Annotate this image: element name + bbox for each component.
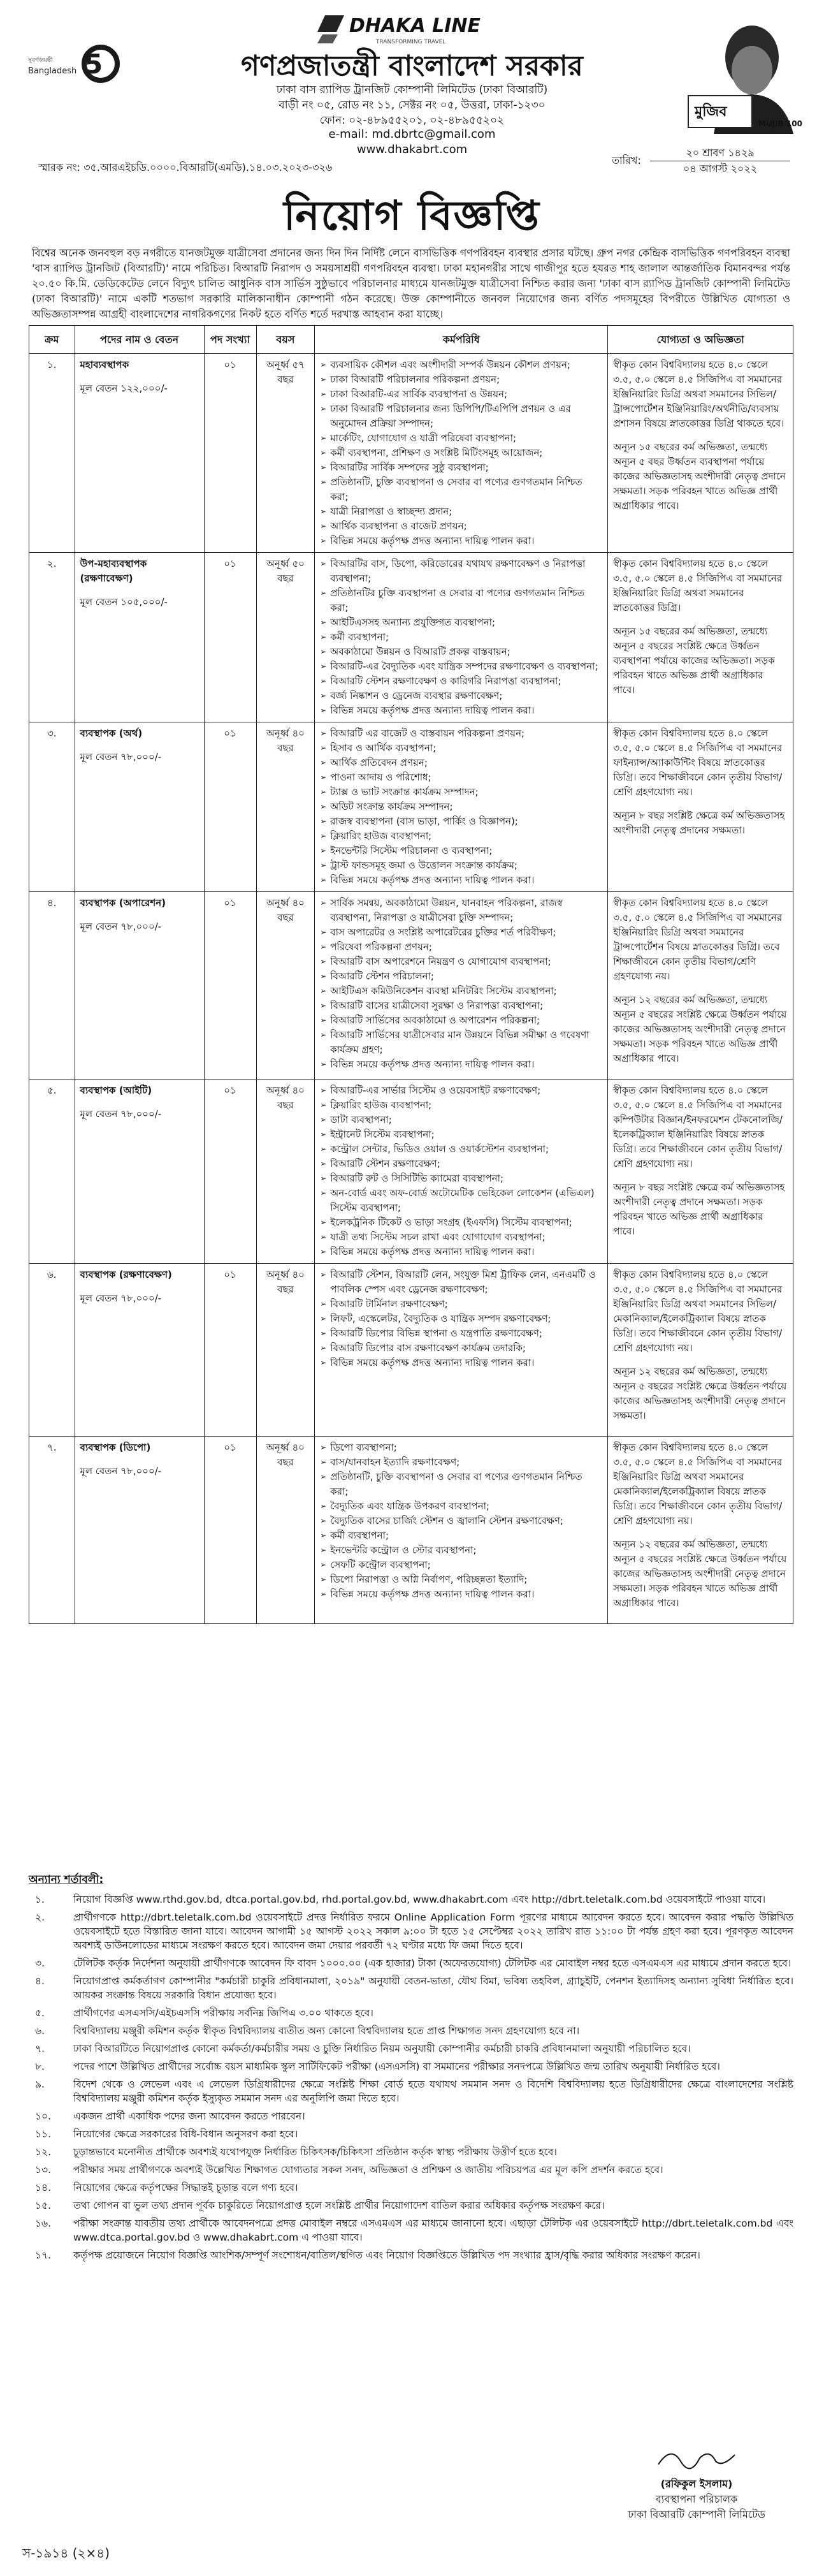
qualification-paragraph: অন্যূন ৮ বছর সংশ্লিষ্ট ক্ষেত্রে কর্ম অভিজ্ঞতাসহ অংশীদারী নেতৃত্ব প্রদানের সক্ষমতা। [613, 810, 785, 836]
duty-item: ➢ বিভিন্ন সময়ে কর্তৃপক্ষ প্রদত্ত অন্যান্য দায়িত্ব পালন করা। [320, 534, 602, 548]
table-body [29, 354, 793, 1624]
post-name: ব্যবস্থাপক (ডিপো) [80, 1442, 151, 1453]
cell-duties [315, 1437, 608, 1624]
dhaka-line-text: DHAKA LINE [349, 15, 481, 37]
duty-item: ➢ ক্লিয়ারিং হাউজ ব্যবস্থাপনা; [320, 829, 602, 844]
condition-text: নিয়োগের ক্ষেত্রে সরকারের বিধি-বিধান অনুসরণ করা হবে। [73, 2128, 298, 2140]
website: www.dhakabrt.com [356, 143, 468, 156]
cell-post-salary [75, 892, 204, 1079]
duty-list [320, 358, 602, 548]
cell-serial: ৬. [29, 1264, 75, 1437]
condition-text: প্রার্থীগণকে http://dbrt.teletalk.com.bd ওয়েবসাইটে প্রদত্ত নির্ধারিত ফরমে Online Application Form পূরণের মাধ্যমে আবেদন করতে হবে। আবেদন করার পদ্ধতি উল্লিখিত ওয়েবসাইটে হতে বিস্তারিত জানা যাবে। আবেদন আগামী ১৫ আগস্ট ২০২২ সকাল ৯:০০ টা হতে ১৫ সেপ্টেম্বর ২০২২ তারিখ রাত ১১:০০ টা পর্যন্ত গ্রহণ করা হবে। পূরণকৃত আবেদন অবশ্যই ডাউনলোডের মাধ্যমে সংরক্ষণ করতে হবে। আবেদন জমা দেয়ার পরবর্তী ৭২ ঘণ্টার মধ্যে ফি জমা দিতে হবে। [73, 1912, 793, 1951]
condition-text: ঢাকা বিআরটিতে নিয়োগপ্রাপ্ত কোনো কর্মকর্তা/কর্মচারীর সময় ও চুক্তি নির্ধারিত নিয়ম অনুযায়ী কোম্পানীর কর্মচারী চাকরি প্রবিধানমালা অনুযায়ী পরিচালিত হবে। [73, 2043, 691, 2054]
post-salary: মূল বেতন ১০৫,০০০/- [80, 596, 168, 608]
memo-number: স্মারক নং: ৩৫.আরএইচডি.০০০০.বিআরটি(এমডি).১৪.০৩.২০২৩-৩২৬ [38, 161, 333, 173]
condition-item [29, 1892, 793, 1906]
cell-qualification [608, 722, 793, 892]
post-name: ব্যবস্থাপক (অর্থ) [80, 728, 143, 739]
duty-item: ➢ কন্ট্রোল সেন্টার, ভিডিও ওয়াল ও ওয়ার্কস্টেশন ব্যবস্থাপনা; [320, 1142, 602, 1157]
condition-item [29, 2163, 793, 2177]
cell-post-count: ০১ [204, 722, 256, 892]
condition-item [29, 2127, 793, 2141]
cell-post-count: ০১ [204, 1437, 256, 1624]
duty-item: ➢ ইন্ট্রানেট সিস্টেম ব্যবস্থাপনা; [320, 1127, 602, 1142]
cell-post-salary [75, 1437, 204, 1624]
cell-post-count: ০১ [204, 354, 256, 553]
cell-post-salary [75, 1079, 204, 1264]
cell-post-salary [75, 553, 204, 722]
cell-age: অনূর্ধ্ব ৫০ বছর [256, 553, 315, 722]
duty-item: ➢ হিসাব ও আর্থিক ব্যবস্থাপনা; [320, 741, 602, 756]
duty-item: ➢ ঢাকা বিআরটি পরিচালনার পরিকল্পনা প্রণয়ন; [320, 372, 602, 387]
date-box [612, 145, 790, 177]
duty-item: ➢ আইটিএস কমিউনিকেশন ব্যবস্থা মনিটরিং সিস্টেম ব্যবস্থাপনা; [320, 984, 602, 999]
condition-number: ৭. [35, 2043, 45, 2054]
signature-block [607, 2442, 786, 2522]
post-salary: মূল বেতন ৭৮,০০০/- [80, 921, 162, 932]
cell-qualification [608, 354, 793, 553]
svg-text:সুবর্ণজয়ন্তী: সুবর্ণজয়ন্তী [28, 57, 53, 64]
condition-item [29, 2248, 793, 2262]
condition-number: ১৬. [35, 2218, 52, 2229]
condition-number: ১১. [35, 2128, 52, 2140]
duty-item: ➢ বিআরটি বাস অপারেশনে নিয়ন্ত্রণ ও যোগাযোগ ব্যবস্থাপনা; [320, 955, 602, 969]
duty-list [320, 726, 602, 888]
duty-item: ➢ পাওনা আদায় ও পরিশোধ; [320, 770, 602, 785]
condition-text: টেলিটক কর্তৃক নির্দেশনা অনুযায়ী প্রার্থীগণকে আবেদন ফি বাবদ ১০০০.০০ (এক হাজার) টাকা (অফেরতযোগ্য) টেলিটক এর মোবাইল নম্বর হতে এসএমএস এর মাধ্যমে প্রদান করতে হবে। [73, 1958, 791, 1969]
th-serial: ক্রম [29, 326, 75, 354]
email: e-mail: md.dbrtc@gmail.com [328, 128, 496, 141]
duty-item: ➢ বিআরটি সার্ভিসের অবকাঠামো ও অপারেশন পরিকল্পনা; [320, 1013, 602, 1028]
qualification-paragraph: অন্যূন ১২ বছরের কর্ম অভিজ্ঞতা, তন্মধ্যে অন্যূন ৫ বছরের সংশ্লিষ্ট ক্ষেত্রে উর্ধ্বতন পর্যায়ে কাজের অভিজ্ঞতাসহ অংশীদারী নেতৃত্ব প্রদানে সক্ষমতা। সড়ক পরিবহন খাতে অভিজ্ঞ প্রার্থী অগ্রাধিকার পাবে। [613, 1539, 787, 1609]
qualification-paragraph: স্বীকৃত কোন বিশ্ববিদ্যালয় হতে ৪.০ স্কেলে ৩.৫, ৫.০ স্কেলে ৪.৫ সিজিপিএ বা সমমানের ইঞ্জিনিয়ারিং ডিগ্রি অথবা সমমানের ট্রান্সপোর্টেশন বিষয়ে স্নাতকোত্তর ডিগ্রি। তবে শিক্ষাজীবনে কোন তৃতীয় বিভাগ/শ্রেণি গ্রহণযোগ্য নয়। [613, 897, 783, 982]
condition-text: কর্তৃপক্ষ প্রয়োজনে নিয়োগ বিজ্ঞপ্তি আংশিক/সম্পূর্ণ সংশোধন/বাতিল/স্থগিত এবং নিয়োগ বিজ্ঞপ্তিতে উল্লিখিত পদ সংখ্যার হ্রাস/বৃদ্ধি করার অধিকার সংরক্ষণ করেন। [73, 2250, 700, 2261]
duty-item: ➢ বিআরটি স্টেশন পরিচালনা; [320, 969, 602, 984]
qualification-paragraph: স্বীকৃত কোন বিশ্ববিদ্যালয় হতে ৪.০ স্কেলে ৩.৫, ৫.০ স্কেলে ৪.৫ সিজিপিএ বা সমমানের ইঞ্জিনিয়ারিং ডিগ্রি অথবা সমমানের মেকানিক্যাল/ইলেকট্রিক্যাল বিষয়ে স্নাতক ডিগ্রি। তবে শিক্ষাজীবনে কোন তৃতীয় বিভাগ/শ্রেণি গ্রহণযোগ্য নয়। [613, 1442, 783, 1526]
table-row [29, 553, 793, 722]
duty-item: ➢ বাস/যানবাহন ইত্যাদি রক্ষণাবেক্ষণ; [320, 1455, 602, 1470]
cell-qualification [608, 553, 793, 722]
condition-text: প্রার্থীগণের এসএসসি/এইচএসসি পরীক্ষায় সর্বনিম্ন জিপিএ ৩.০০ থাকতে হবে। [73, 2007, 373, 2019]
cell-qualification [608, 892, 793, 1079]
condition-number: ৫. [35, 2007, 45, 2019]
condition-text: একজন প্রার্থী একাধিক পদের জন্য আবেদন করতে পারবেন। [73, 2111, 305, 2122]
condition-number: ১৪. [35, 2182, 52, 2193]
condition-item [29, 2181, 793, 2195]
th-qualification: যোগ্যতা ও অভিজ্ঞতা [608, 326, 793, 354]
condition-item [29, 2109, 793, 2123]
condition-number: ২. [35, 1912, 45, 1923]
duty-item: ➢ বিভিন্ন সময়ে কর্তৃপক্ষ প্রদত্ত অন্যান্য দায়িত্ব পালন করা। [320, 873, 602, 888]
duty-item: ➢ বিআরটি ডিপোর বিভিন্ন স্থাপনা ও যন্ত্রপাতি রক্ষণাবেক্ষণ; [320, 1326, 602, 1341]
condition-text: নিয়োগের ক্ষেত্রে কর্তৃপক্ষের সিদ্ধান্তই চূড়ান্ত বলে গণ্য হবে। [73, 2182, 298, 2193]
duty-item: ➢ বিআরটি এর বাজেট ও বাস্তবায়ন পরিকল্পনা প্রণয়ন; [320, 726, 602, 741]
signatory-org: ঢাকা বিআরটি কোম্পানী লিমিটেড [628, 2508, 765, 2521]
condition-text: পরীক্ষা সংক্রান্ত যাবতীয় তথ্য প্রার্থীকে আবেদনপত্রে প্রদত্ত মোবাইল নম্বরে এসএমএস এর মাধ্যমে জানানো হবে। এছাড়া টেলিটক এর ওয়েবসাইটে http://dbrt.teletalk.com.bd এবং www.dtca.portal.gov.bd ও www.dhakabrt.com এ পাওয়া যাবে। [73, 2218, 793, 2243]
th-duties: কর্মপরিধি [315, 326, 608, 354]
duty-item: ➢ বাস অপারেটর ও সংশ্লিষ্ট অপারেটরের চুক্তির শর্ত পরিবীক্ষণ; [320, 925, 602, 940]
condition-number: ১. [35, 1894, 45, 1905]
cell-post-count: ০১ [204, 553, 256, 722]
th-post-count: পদ সংখ্যা [204, 326, 256, 354]
cell-post-salary [75, 1264, 204, 1437]
condition-number: ১২. [35, 2146, 52, 2158]
cell-age: অনূর্ধ্ব ৪০ বছর [256, 892, 315, 1079]
cell-duties [315, 553, 608, 722]
duty-item: ➢ বিভিন্ন সময়ে কর্তৃপক্ষ প্রদত্ত অন্যান্য দায়িত্ব পালন করা। [320, 1057, 602, 1072]
duty-item: ➢ ইনভেন্টরি সিস্টেম পরিচালনা ও ব্যবস্থাপনা; [320, 844, 602, 858]
duty-item: ➢ বৈদ্যুতিক বাসের চার্জিং স্টেশন ও জ্বালানি স্টেশন রক্ষণাবেক্ষণ; [320, 1514, 602, 1528]
qualification-paragraph: স্বীকৃত কোন বিশ্ববিদ্যালয় হতে ৪.০ স্কেলে ৩.৫, ৫.০ স্কেলে ৪.৫ সিজিপিএ বা সমমানের ইঞ্জিনিয়ারিং ডিগ্রি অথবা সমমানের সিভিল/মেকানিক্যাল/ইলেকট্রিক্যাল বিষয়ে স্নাতক ডিগ্রি। তবে শিক্ষাজীবনে কোন তৃতীয় বিভাগ/শ্রেণি গ্রহণযোগ্য নয়। [613, 1269, 783, 1354]
duty-item: ➢ কর্মী ব্যবস্থাপনা; [320, 1528, 602, 1543]
qualification-paragraph: স্বীকৃত কোন বিশ্ববিদ্যালয় হতে ৪.০ স্কেলে ৩.৫, ৫.০ স্কেলে ৪.৫ সিজিপিএ বা সমমানের ইঞ্জিনিয়ারিং ডিগ্রি অথবা সমমানের সিভিল/ট্রান্সপোর্টেশন ইঞ্জিনিয়ারিং/অর্থনীতি/ব্যবসায় প্রশাসন বিষয়ে স্নাতকোত্তর ডিগ্রি থাকতে হবে। [613, 359, 784, 429]
condition-number: ১৩. [35, 2164, 52, 2176]
duty-item: ➢ ডিপো ব্যবস্থাপনা; [320, 1440, 602, 1455]
notice-title: নিয়োগ বিজ্ঞপ্তি [284, 192, 540, 240]
duty-list [320, 1440, 602, 1602]
condition-number: ৬. [35, 2025, 45, 2037]
qualification-paragraph: অন্যূন ১৫ বছরের কর্ম অভিজ্ঞতা, তন্মধ্যে অন্যূন ৫ বছরের সংশ্লিষ্ট ক্ষেত্রে উর্ধ্বতন ব্যবস্থাপনা পর্যায়ে কাজের অভিজ্ঞতা। সড়ক পরিবহন খাতে অভিজ্ঞ প্রার্থী অগ্রাধিকার পাবে। [613, 626, 775, 696]
cell-duties [315, 892, 608, 1079]
duty-item: ➢ কর্মী ব্যবস্থাপনা, প্রশিক্ষণ ও সংশ্লিষ্ট মিটিংসমূহ আয়োজন; [320, 446, 602, 460]
condition-item [29, 2077, 793, 2105]
qualification-paragraph: স্বীকৃত কোন বিশ্ববিদ্যালয় হতে ৪.০ স্কেলে ৩.৫, ৫.০ স্কেলে ৪.৫ সিজিপিএ বা সমমানের কম্পিউটার বিজ্ঞান/ইনফরমেশন টেকনোলজি/ইলেকট্রিক্যাল ইঞ্জিনিয়ারিং বিষয়ে স্নাতক ডিগ্রি। তবে শিক্ষাজীবনে কোন তৃতীয় বিভাগ/শ্রেণি গ্রহণযোগ্য নয়। [613, 1085, 783, 1169]
duty-item: ➢ মার্কেটিং, যোগাযোগ ও যাত্রী পরিষেবা ব্যবস্থাপনা; [320, 431, 602, 446]
table-header-row [29, 326, 793, 354]
duty-item: ➢ লিফট, এস্কেলেটর, বৈদ্যুতিক ও যান্ত্রিক সম্পদ রক্ষণাবেক্ষণ; [320, 1312, 602, 1326]
duty-item: ➢ ইনভেন্টরি কন্ট্রোল ও স্টোর ব্যবস্থাপনা; [320, 1543, 602, 1558]
th-age: বয়স [256, 326, 315, 354]
cell-age: অনূর্ধ্ব ৪০ বছর [256, 1079, 315, 1264]
table-row [29, 1437, 793, 1624]
table-row [29, 722, 793, 892]
duty-item: ➢ ইলেকট্রনিক টিকেট ও ভাড়া সংগ্রহ (ইএফসি) সিস্টেম ব্যবস্থাপনা; [320, 1215, 602, 1230]
condition-text: বিদেশ থেকে ও লেভেল এবং এ লেভেল ডিগ্রিধারীদের ক্ষেত্রে সংশ্লিষ্ট শিক্ষা বোর্ড হতে যথাযথ সমমান সনদ ও বিদেশি বিশ্ববিদ্যালয় হতে ডিগ্রিধারীদের ক্ষেত্রে বাংলাদেশের সংশ্লিষ্ট বিশ্ববিদ্যালয় মঞ্জুরী কমিশন কর্তৃক ইস্যুকৃত সমমান সনদ এর অনুলিপি জমা দিতে হবে। [73, 2079, 793, 2104]
duty-item: ➢ প্রতিষ্ঠানটি, চুক্তি ব্যবস্থাপনা ও সেবার বা পণ্যের গুণগতমান নিশ্চিত করা; [320, 1470, 602, 1499]
cell-serial: ৩. [29, 722, 75, 892]
duty-item: ➢ রাজস্ব ব্যবস্থাপনা (বাস ভাড়া, পার্কিং ও বিজ্ঞাপন); [320, 814, 602, 829]
duty-item: ➢ বিআরটি স্টেশন রক্ষণাবেক্ষণ ও কারিগরি নিরাপত্তা ব্যবস্থাপনা; [320, 674, 602, 689]
th-post-salary: পদের নাম ও বেতন [75, 326, 204, 354]
duty-item: ➢ বিআরটি বাসের যাত্রীসেবা সুরক্ষা ও নিরাপত্তা ব্যবস্থাপনা; [320, 999, 602, 1013]
duty-item: ➢ ডিপো নিরাপত্তা ও অগ্নি নির্বাপণ, পরিচ্ছন্নতা ইত্যাদি; [320, 1572, 602, 1587]
duty-item: ➢ আর্থিক প্রতিবেদন প্রণয়ন; [320, 756, 602, 770]
condition-text: বিশ্ববিদ্যালয় মঞ্জুরী কমিশন কর্তৃক স্বীকৃত বিশ্ববিদ্যালয় ব্যতীত অন্য কোনো বিশ্ববিদ্যালয় হতে প্রাপ্ত শিক্ষাগত সনদ গ্রহণযোগ্য হবে না। [73, 2025, 580, 2037]
condition-text: নিয়োগপ্রাপ্ত কর্মকর্তাগণ কোম্পানীর "কর্মচারী চাকুরি প্রবিধানমালা, ২০১৯" অনুযায়ী বেতন-ভাতা, যৌথ বিমা, ভবিষ্য তহবিল, গ্র্যাচুইটি, পেনশন ইত্যাদিসহ অন্যান্য সুবিধা নির্ধারিত হবে। আয়কর সংক্রান্ত বিষয়ে সরকারি বিধান প্রযোজ্য হবে। [73, 1975, 793, 2001]
address: বাড়ী নং ০৫, রোড নং ১১, সেক্টর নং ০৫, উত্তরা, ঢাকা-১২৩০ [278, 99, 546, 112]
duty-item: ➢ অন-বোর্ড এবং অফ-বোর্ড অটোমেটিক ভেহিকেল লোকেশন (এভিএল) সিস্টেম ব্যবস্থাপনা; [320, 1186, 602, 1215]
condition-text: পদের পাশে উল্লিখিত প্রার্থীদের সর্বোচ্চ বয়স মাধ্যমিক স্কুল সার্টিফিকেট পরীক্ষা (এসএসসি) বা সমমানের পরীক্ষার সনদপত্রে উল্লিখিত জন্ম তারিখ অনুযায়ী নির্ধারিত হবে। [73, 2061, 720, 2072]
duty-item: ➢ কর্মী ব্যবস্থাপনা; [320, 630, 602, 645]
cell-post-count: ০১ [204, 1264, 256, 1437]
cell-age: অনূর্ধ্ব ৫৭ বছর [256, 354, 315, 553]
duty-item: ➢ বিভিন্ন সময়ে কর্তৃপক্ষ প্রদত্ত অন্যান্য দায়িত্ব পালন করা। [320, 1245, 602, 1259]
condition-item [29, 2006, 793, 2020]
condition-item [29, 2216, 793, 2244]
duty-item: ➢ বিআরটি ডিপোর বাস রক্ষণাবেক্ষণ কার্যক্রম তদারকি; [320, 1341, 602, 1356]
cell-qualification [608, 1079, 793, 1264]
duty-item: ➢ যাত্রী তথ্য সিস্টেম সচল রাখা এবং যোগাযোগ ব্যবস্থাপনা; [320, 1230, 602, 1245]
duty-item: ➢ সার্বিক সমন্বয়, অবকাঠামো উন্নয়ন, যানবাহন পরিকল্পনা, রাজস্ব ব্যবস্থাপনা, নিরাপত্তা ও যাত্রীসেবা চুক্তি সম্পাদন; [320, 896, 602, 925]
cell-serial: ৪. [29, 892, 75, 1079]
svg-text:মুজিব: মুজিব [695, 103, 727, 120]
condition-text: চূড়ান্তভাবে মনোনীত প্রার্থীকে অবশ্যই যথোপযুক্ত নির্ধারিত চিকিৎসক/চিকিৎসা প্রতিষ্ঠান কর্তৃক স্বাস্থ্য পরীক্ষায় উত্তীর্ণ হতে হবে। [73, 2146, 557, 2158]
signatory-title: ব্যবস্থাপনা পরিচালক [655, 2493, 738, 2505]
duty-item: ➢ ট্রাস্ট ফান্ডসমূহ জমা ও উত্তোলন সংক্রান্ত কার্যক্রম; [320, 858, 602, 873]
duty-item: ➢ বর্জ্য নিষ্কাশন ও ড্রেনেজ ব্যবস্থার রক্ষণাবেক্ষণ; [320, 689, 602, 703]
condition-number: ১৫. [35, 2200, 52, 2211]
table-row [29, 1079, 793, 1264]
condition-number: ৪. [35, 1975, 45, 1987]
cell-post-count: ০১ [204, 892, 256, 1079]
duty-item: ➢ অবকাঠামো উন্নয়ন ও বিআরটি প্রকল্প বাস্তবায়ন; [320, 645, 602, 659]
signature-mark [652, 2442, 741, 2474]
table-row [29, 892, 793, 1079]
duty-list [320, 1083, 602, 1259]
duty-item: ➢ বিআরটি টার্মিনাল রক্ষণাবেক্ষণ; [320, 1297, 602, 1312]
duty-item: ➢ বিআরটি রুট ও সিসিটিভি ক্যামেরা ব্যবস্থাপনা; [320, 1171, 602, 1186]
duty-item: ➢ ব্যবসায়িক কৌশল এবং অংশীদারী সম্পর্ক উন্নয়ন কৌশল প্রণয়ন; [320, 358, 602, 372]
qualification-paragraph: স্বীকৃত কোন বিশ্ববিদ্যালয় হতে ৪.০ স্কেলে ৩.৫, ৫.০ স্কেলে ৪.৫ সিজিপিএ বা সমমানের ফাইন্যান্স/অ্যাকাউন্টিং বিষয়ে স্নাতকোত্তর ডিগ্রি। তবে শিক্ষাজীবনে কোন তৃতীয় বিভাগ/শ্রেণি গ্রহণযোগ্য নয়। [613, 728, 783, 798]
duty-item: ➢ বিভিন্ন সময়ে কর্তৃপক্ষ প্রদত্ত অন্যান্য দায়িত্ব পালন করা। [320, 1587, 602, 1602]
conditions-list [29, 1892, 793, 2266]
post-name: ব্যবস্থাপক (রক্ষণাবেক্ষণ) [80, 1269, 172, 1280]
table-row [29, 354, 793, 553]
post-salary: মূল বেতন ৭৮,০০০/- [80, 751, 162, 763]
post-salary: মূল বেতন ১২২,০০০/- [80, 383, 168, 394]
duty-item: ➢ সেফটি কন্ট্রোল ব্যবস্থাপনা; [320, 1558, 602, 1572]
cell-serial: ৫. [29, 1079, 75, 1264]
duty-item: ➢ পরিষেবা পরিকল্পনা প্রণয়ন; [320, 940, 602, 955]
duty-item: ➢ ডাটা ব্যবস্থাপনা; [320, 1113, 602, 1127]
condition-item [29, 2145, 793, 2159]
cell-duties [315, 354, 608, 553]
duty-item: ➢ প্রতিষ্ঠানটির চুক্তি ব্যবস্থাপনা ও সেবার বা পণ্যের গুণগতমান নিশ্চিত করা; [320, 586, 602, 615]
table-row [29, 1264, 793, 1437]
government-title: গণপ্রজাতন্ত্রী বাংলাদেশ সরকার [241, 50, 583, 82]
condition-item [29, 1956, 793, 1970]
cell-age: অনূর্ধ্ব ৪০ বছর [256, 1264, 315, 1437]
cell-post-salary [75, 354, 204, 553]
conditions-heading: অন্যান্য শর্তাবলী: [29, 1873, 104, 1886]
cell-post-salary [75, 722, 204, 892]
cell-qualification [608, 1437, 793, 1624]
duty-item: ➢ বিভিন্ন সময়ে কর্তৃপক্ষ প্রদত্ত অন্যান্য দায়িত্ব পালন করা। [320, 1356, 602, 1370]
post-name: মহাব্যবস্থাপক [80, 359, 129, 370]
qualification-paragraph: অন্যূন ১৫ বছরের কর্ম অভিজ্ঞতা, তন্মধ্যে অন্যূন ৫ বছর উর্ধ্বতন ব্যবস্থাপনা পর্যায়ে কাজের অভিজ্ঞতাসহ অংশীদারী নেতৃত্ব প্রদানে সক্ষমতা। সড়ক পরিবহন খাতে অভিজ্ঞ প্রার্থী অগ্রাধিকার পাবে। [613, 441, 786, 511]
cell-qualification [608, 1264, 793, 1437]
logo50-text: Bangladesh [28, 66, 77, 76]
duty-item: ➢ বিভিন্ন সময়ে কর্তৃপক্ষ প্রদত্ত অন্যান্য দায়িত্ব পালন করা। [320, 703, 602, 718]
header [0, 0, 824, 240]
duty-item: ➢ বিআরটির সার্বিক সম্পদের সুষ্ঠু ব্যবস্থাপনা; [320, 460, 602, 475]
condition-number: ৯. [35, 2079, 45, 2090]
signatory-name: (রফিকুল ইসলাম) [660, 2478, 733, 2490]
condition-item [29, 2042, 793, 2056]
duty-item: ➢ বিআরটি স্টেশন রক্ষণাবেক্ষণ; [320, 1157, 602, 1171]
dhaka-line-tagline: TRANSFORMING TRAVEL [376, 39, 446, 45]
positions-table [29, 325, 793, 1624]
footer-code: স-১৯১৪ (২×৪) [22, 2545, 110, 2561]
condition-number: ৮. [35, 2061, 45, 2072]
condition-text: পরীক্ষার সময় প্রার্থীগণকে অবশ্যই উল্লেখিত শিক্ষাগত যোগ্যতার সকল সনদ, অভিজ্ঞতা ও প্রশিক্ষণ ও জাতীয় পরিচয়পত্র এর মূল কপি প্রদর্শন করতে হবে। [73, 2164, 663, 2176]
condition-item [29, 1910, 793, 1952]
date-label: তারিখ: [612, 154, 641, 166]
condition-text: নিয়োগ বিজ্ঞপ্তি www.rthd.gov.bd, dtca.portal.gov.bd, rhd.portal.gov.bd, www.dhakabrt.com এবং http://dbrt.teletalk.com.bd ওয়েবসাইটে পাওয়া যাবে। [73, 1894, 766, 1905]
post-salary: মূল বেতন ৭৮,০০০/- [80, 1292, 162, 1304]
qualification-paragraph: অন্যূন ৮ বছর সংশ্লিষ্ট ক্ষেত্রে কর্ম অভিজ্ঞতাসহ অংশীদারী নেতৃত্ব প্রদানে সক্ষমতা। সড়ক পরিবহন খাতে অভিজ্ঞ প্রার্থী অগ্রাধিকার পাবে। [613, 1182, 785, 1237]
duty-list [320, 557, 602, 718]
qualification-paragraph: স্বীকৃত কোন বিশ্ববিদ্যালয় হতে ৪.০ স্কেলে ৩.৫, ৫.০ স্কেলে ৪.৫ সিজিপিএ বা সমমানের ইঞ্জিনিয়ারিং ডিগ্রি অথবা সমমানের স্নাতকোত্তর ডিগ্রি। [613, 558, 783, 613]
cell-age: অনূর্ধ্ব ৪০ বছর [256, 1437, 315, 1624]
phone: ফোন: ০২-৪৮৯৫৫২০১, ০২-৪৮৯৫৫২০২ [319, 114, 505, 127]
company-name: ঢাকা বাস র‍্যাপিড ট্রানজিট কোম্পানী লিমিটেড (ঢাকা বিআরটি) [276, 84, 548, 96]
cell-duties [315, 722, 608, 892]
duty-item: ➢ বিআরটি-এর সার্ভার সিস্টেম ও ওয়েবসাইট রক্ষণাবেক্ষণ; [320, 1083, 602, 1098]
duty-item: ➢ ঢাকা বিআরটি পরিচালনার জন্য ডিপিপি/টিএপিপি প্রণয়ন ও এর অনুমোদন প্রক্রিয়া সম্পাদন; [320, 402, 602, 431]
condition-text: তথ্য গোপন বা ভুল তথ্য প্রদান পূর্বক চাকুরিতে নিয়োগপ্রাপ্ত হলে সংশ্লিষ্ট প্রার্থীর নিয়োগাদেশ বাতিল করার অধিকার কর্তৃপক্ষ সংরক্ষণ করে। [73, 2200, 605, 2211]
cell-serial: ১. [29, 354, 75, 553]
condition-number: ১০. [35, 2111, 52, 2122]
post-salary: মূল বেতন ৭৮,০০০/- [80, 1108, 162, 1120]
cell-serial: ২. [29, 553, 75, 722]
duty-list [320, 896, 602, 1072]
portrait-caption: MUJIB 100 [758, 119, 802, 128]
duty-item: ➢ বৈদ্যুতিক এবং যান্ত্রিক উপকরণ ব্যবস্থাপনা; [320, 1499, 602, 1514]
duty-item: ➢ বিআরটি-এর বৈদ্যুতিক এবং যান্ত্রিক সম্পদের রক্ষণাবেক্ষণ ও ব্যবস্থাপনা; [320, 659, 602, 674]
svg-text:5: 5 [84, 48, 103, 80]
duty-item: ➢ ঢাকা বিআরটি-এর সার্বিক ব্যবস্থাপনা ও উন্নয়ন; [320, 387, 602, 402]
duty-item: ➢ প্রতিষ্ঠানটি, চুক্তি ব্যবস্থাপনা ও সেবার বা পণ্যের গুণগতমান নিশ্চিত করা; [320, 475, 602, 504]
post-salary: মূল বেতন ৭৮,০০০/- [80, 1465, 162, 1477]
post-name: উপ-মহাব্যবস্থাপক (রক্ষণাবেক্ষণ) [80, 558, 147, 584]
condition-number: ৩. [35, 1958, 45, 1969]
cell-post-count: ০১ [204, 1079, 256, 1264]
date-bangla: ২০ শ্রাবণ ১৪২৯ [650, 145, 790, 161]
condition-item [29, 2024, 793, 2038]
cell-duties [315, 1079, 608, 1264]
condition-item [29, 2060, 793, 2074]
duty-item: ➢ ট্যাক্স ও ভ্যাট সংক্রান্ত কার্যক্রম সম্পাদন; [320, 785, 602, 800]
duty-item: ➢ অডিট সংক্রান্ত কার্যক্রম সম্পাদন; [320, 800, 602, 814]
condition-number: ১৭. [35, 2250, 52, 2261]
duty-item: ➢ বিআরটি সার্ভিসের যাত্রীসেবার মান উন্নয়নে বিভিন্ন সমীক্ষা ও গবেষণা কার্যক্রম গ্রহণ; [320, 1028, 602, 1057]
post-name: ব্যবস্থাপক (অপারেশন) [80, 897, 166, 909]
cell-serial: ৭. [29, 1437, 75, 1624]
duty-list [320, 1268, 602, 1370]
duty-item: ➢ বিআরটি স্টেশন, বিআরটি লেন, সংযুক্ত মিশ্র ট্রাফিক লেন, এনএমটি ও পাবলিক স্পেস এবং ড্রেনেজ রক্ষণাবেক্ষণ; [320, 1268, 602, 1297]
duty-item: ➢ যাত্রী নিরাপত্তা ও স্বাচ্ছন্দ্য প্রদান; [320, 504, 602, 519]
cell-age: অনূর্ধ্ব ৪০ বছর [256, 722, 315, 892]
duty-item: ➢ বিআরটির বাস, ডিপো, করিডোরের যথাযথ রক্ষণাবেক্ষণ ও নিরাপত্তা ব্যবস্থাপনা; [320, 557, 602, 586]
condition-item [29, 2199, 793, 2213]
date-english: ০৪ আগস্ট ২০২২ [683, 163, 758, 175]
intro-paragraph: বিশ্বের অনেক জনবহুল বড় নগরীতে যানজটমুক্ত যাত্রীসেবা প্রদানের জন্য দিন দিন নির্দিষ্ট লেনে বাসভিত্তিক গণপরিবহন ব্যবস্থার প্রসার ঘটছে। গ্রুপ নগর কেন্দ্রিক বাসভিত্তিক গণপরিবহন ব্যবস্থা 'বাস র‍্যাপিড ট্রানজিট (বিআরটি)' নামে পরিচিত। বিআরটি নিরাপদ ও সময়সাশ্রয়ী গণপরিবহন ব্যবস্থা। ঢাকা মহানগরীর সাথে গাজীপুর হতে হযরত শাহ জালাল আন্তর্জাতিক বিমানবন্দর পর্যন্ত ২০.৫০ কি.মি. ডেডিকেটেড লেনে বিদ্যুৎ চালিত আধুনিক বাস সার্ভিস সুষ্ঠুভাবে পরিচালনার মাধ্যমে যানজটমুক্ত যাত্রীসেবা নিশ্চিত করার জন্য 'ঢাকা বাস র‍্যাপিড ট্রানজিট কোম্পানী লিমিটেড (ঢাকা বিআরটি)' নামে একটি শতভাগ সরকারি মালিকানাধীন কোম্পানী গঠন করেছে। উক্ত কোম্পানীতে জনবল নিয়োগের জন্য বর্ণিত পদসমূহের বিপরীতে উল্লিখিত যোগ্যতা ও অভিজ্ঞতাসম্পন্ন আগ্রহী বাংলাদেশের নাগরিকগণের নিকট হতে বর্ণিত শর্তে দরখাস্ত আহবান করা যাচ্ছে। [32, 247, 790, 320]
duty-item: ➢ ক্লিয়ারিং হাউজ ব্যবস্থাপনা; [320, 1098, 602, 1113]
qualification-paragraph: অন্যূন ১২ বছরের কর্ম অভিজ্ঞতা, তন্মধ্যে অন্যূন ৫ বছরের সংশ্লিষ্ট ক্ষেত্রে উর্ধ্বতন পর্যায়ে কাজের অভিজ্ঞতাসহ অংশীদারী নেতৃত্ব প্রদানে সক্ষমতা। সড়ক পরিবহন খাতে অভিজ্ঞ প্রার্থী অগ্রাধিকার পাবে। [613, 994, 787, 1064]
duty-item: ➢ আইটিএসসহ অন্যান্য প্রযুক্তিগত ব্যবস্থাপনা; [320, 615, 602, 630]
post-name: ব্যবস্থাপক (আইটি) [80, 1085, 152, 1096]
condition-item [29, 1974, 793, 2002]
duty-item: ➢ আর্থিক ব্যবস্থাপনা ও বাজেট প্রণয়ন; [320, 519, 602, 534]
qualification-paragraph: অন্যূন ১২ বছরের কর্ম অভিজ্ঞতা, তন্মধ্যে অন্যূন ৫ বছরের সংশ্লিষ্ট ক্ষেত্রে উর্ধ্বতন পর্যায়ে কাজের অভিজ্ঞতাসহ অংশীদারী নেতৃত্ব প্রদানে সক্ষমতা। [613, 1366, 787, 1421]
cell-duties [315, 1264, 608, 1437]
